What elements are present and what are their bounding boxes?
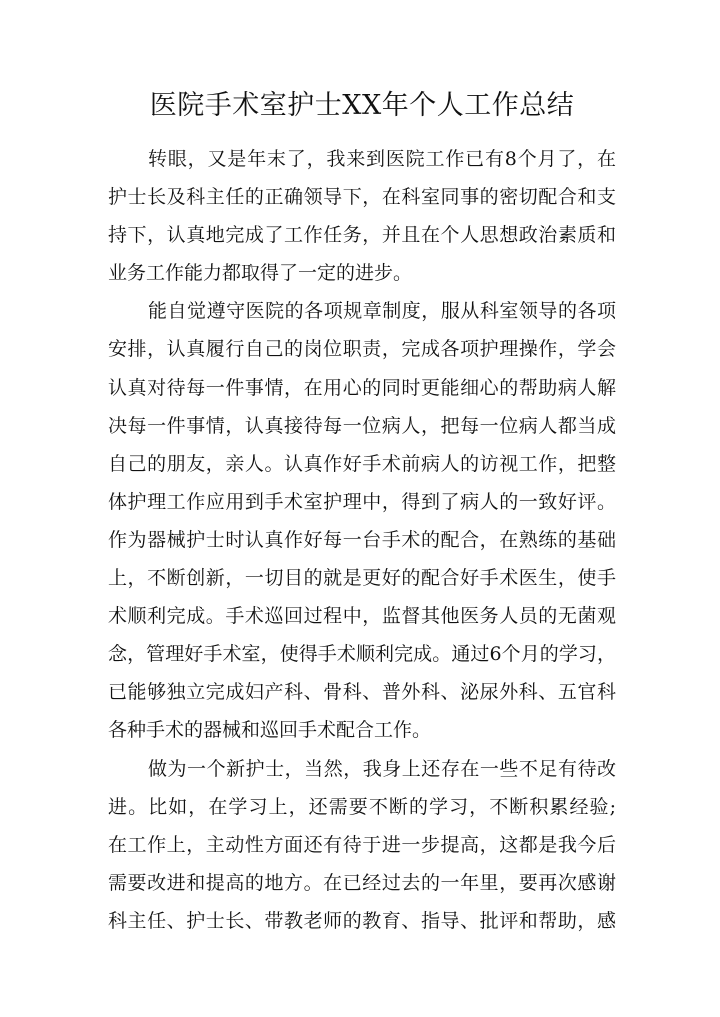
paragraph-1-line: 转眼，又是年末了，我来到医院工作已有8个月了，在 [148, 148, 616, 170]
paragraph-2-line: 自己的朋友，亲人。认真作好手术前病人的访视工作，把整 [108, 452, 616, 475]
paragraph-3-line: 在工作上，主动性方面还有待于进一步提高，这都是我今后 [108, 833, 616, 856]
paragraph-2-line: 术顺利完成。手术巡回过程中，监督其他医务人员的无菌观 [108, 605, 616, 628]
paragraph-2-line: 上，不断创新，一切目的就是更好的配合好手术医生，使手 [108, 567, 616, 590]
paragraph-3-line: 科主任、护士长、带教老师的教育、指导、批评和帮助，感 [108, 909, 616, 932]
paragraph-3-line: 进。比如，在学习上，还需要不断的学习，不断积累经验; [108, 795, 616, 818]
document-body [108, 140, 616, 940]
paragraph-2-line: 各种手术的器械和巡回手术配合工作。 [108, 719, 432, 742]
paragraph-2-line: 已能够独立完成妇产科、骨科、普外科、泌尿外科、五官科 [108, 681, 616, 704]
paragraph-3-line: 做为一个新护士，当然，我身上还存在一些不足有待改 [148, 757, 616, 780]
paragraph-1-line: 业务工作能力都取得了一定的进步。 [108, 262, 413, 285]
paragraph-2-line: 认真对待每一件事情，在用心的同时更能细心的帮助病人解 [108, 376, 616, 399]
paragraph-2-line: 能自觉遵守医院的各项规章制度，服从科室领导的各项 [148, 300, 616, 323]
paragraph-2-line: 安排，认真履行自己的岗位职责，完成各项护理操作，学会 [108, 338, 616, 361]
paragraph-3-line: 需要改进和提高的地方。在已经过去的一年里，要再次感谢 [108, 871, 616, 894]
paragraph-2-line: 体护理工作应用到手术室护理中，得到了病人的一致好评。 [108, 490, 616, 513]
paragraph-2-line: 决每一件事情，认真接待每一位病人，把每一位病人都当成 [108, 414, 616, 437]
paragraph-1-line: 持下，认真地完成了工作任务，并且在个人思想政治素质和 [108, 224, 616, 247]
paragraph-2-line: 作为器械护士时认真作好每一台手术的配合，在熟练的基础 [108, 528, 616, 551]
document-title: 医院手术室护士XX年个人工作总结 [149, 90, 575, 121]
paragraph-1-line: 护士长及科主任的正确领导下，在科室同事的密切配合和支 [108, 186, 616, 209]
paragraph-2-line: 念，管理好手术室，使得手术顺利完成。通过6个月的学习， [108, 643, 616, 666]
